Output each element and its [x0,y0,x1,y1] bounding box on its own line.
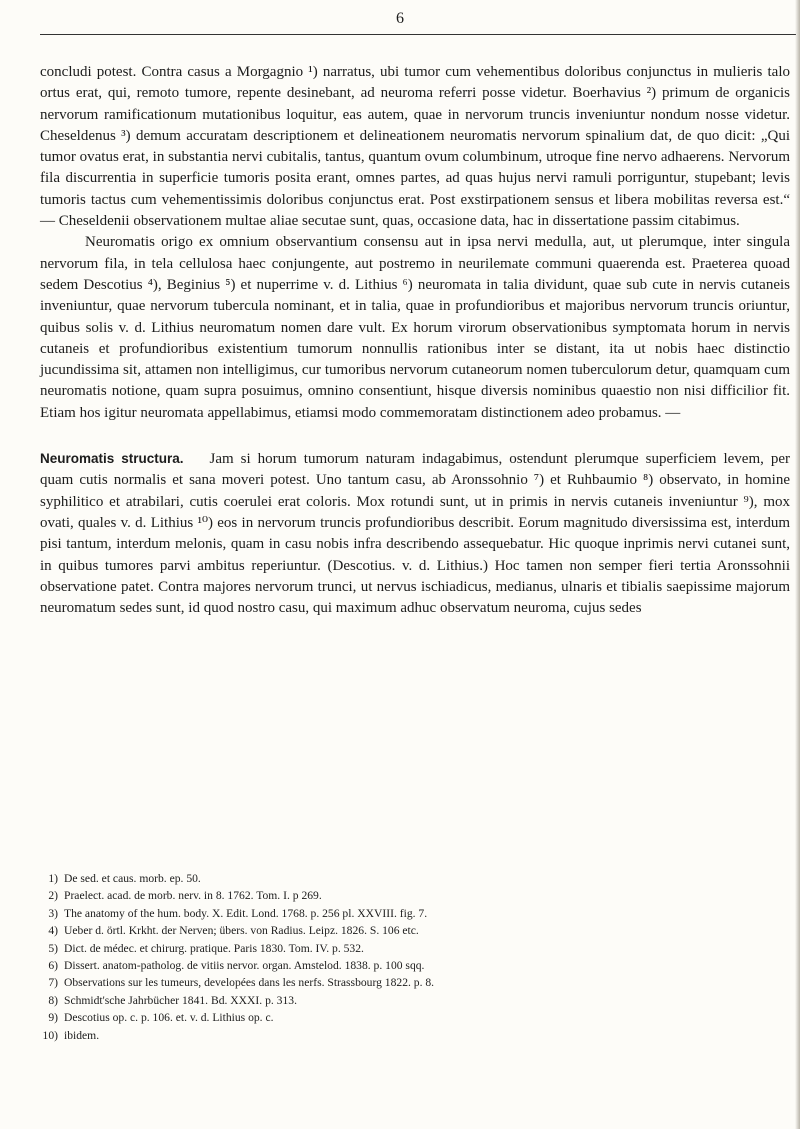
footnote [40,1027,780,1044]
footnotes [40,870,780,1044]
footnote-number: 7) [48,976,58,990]
footnote [40,922,780,939]
footnote-text: Ueber d. örtl. Krkht. der Nerven; übers. von Radius. Leipz. 1826. S. 106 etc. [64,924,419,938]
paragraph-1: concludi potest. Contra casus a Morgagnio ¹) narratus, ubi tumor cum vehementibus doloribus conjunctus in mulieris talo ortus erat, qui, remoto tumore, repente desinebant, ad neuroma referri posse videtur. Boerhavius ²) primum de organicis nervorum ramificationum mutationibus loquitur, eas autem, quae in nervorum truncis inveniuntur nondum nosse videtur. Cheseldenus ³) demum accuratam descriptionem et delineationem neuromatis nervorum spinalium dat, de quo dicit: „Qui tumor ovatus erat, in substantia nervi cubitalis, tantus, quantum ovum columbinum, utroque fine nervo adhaerens. Nervorum fila discurrentia in superficie tumoris posita erant, omnes partes, ad quas hujus nervi ramuli porriguntur, stupebant; levis tumoris tactus cum vehementissimis doloribus conjunctus erat. Post exstirpationem sensus et libera mobilitas reversa est.“ — Cheseldenii observationem multae aliae secutae sunt, quas, occasione data, hac in dissertatione passim citabimus. [40,64,790,230]
footnote-number: 6) [48,959,58,973]
footnote-number: 10) [42,1028,58,1042]
footnote [40,905,780,922]
footnote [40,870,780,887]
footnote-text: ibidem. [64,1028,100,1042]
footnote-number: 9) [48,1011,58,1025]
footnote [40,974,780,991]
footnote-text: Schmidt'sche Jahrbücher 1841. Bd. XXXI. p. 313. [64,993,297,1007]
section-heading: Neuromatis structura. [40,451,184,467]
footnote-number: 1) [48,872,58,885]
footnote-number: 5) [48,941,58,955]
page-edge-shadow [795,0,800,1129]
header-rule [40,34,796,35]
footnote-text: Observations sur les tumeurs, developées dans les nerfs. Strassbourg 1822. p. 8. [64,976,435,990]
paragraph-structura [40,448,790,619]
page-number: 6 [396,10,404,27]
footnote [40,940,780,957]
footnote [40,1009,780,1026]
footnote-number: 4) [48,924,58,938]
footnote-text: Dissert. anatom-patholog. de vitiis nervor. organ. Amstelod. 1838. p. 100 sqq. [64,959,425,973]
footnote [40,992,780,1009]
body-text [40,62,790,619]
footnote-text: Descotius op. c. p. 106. et. v. d. Lithius op. c. [64,1011,274,1025]
footnote-number: 3) [48,906,58,920]
footnote-number: 8) [48,993,58,1007]
footnote-text: Praelect. acad. de morb. nerv. in 8. 1762. Tom. I. p 269. [64,889,322,903]
paragraph-2: Neuromatis origo ex omnium observantium consensu aut in ipsa nervi medulla, aut, ut plerumque, inter singula nervorum fila, in tela cellulosa haec conjungente, aut postremo in neurilemate communi quaerenda est. Praeterea quoad sedem Descotius ⁴), Beginius ⁵) et nuperrime v. d. Lithius ⁶) neuromata in talia dividunt, quae sub cute in nervis cutaneis inveniuntur, quae nervorum tubercula nominant, et in talia, quae in profundioribus et majoribus nervorum truncis oriuntur, quibus solis v. d. Lithius neuromatum nomen dare vult. Ex horum virorum observationibus symptomata horum in nervis cutaneis et profundioribus existentium tumorum nonnullis rationibus inter se distant, ita ut nobis haec distinctio jucundissima sit, attamen non intelligimus, cur tumoribus nervorum cutaneorum nomen tuberculorum detur, quamquam cum neuromatis notione, quam supra posuimus, omnino consentiunt, hisque diversis nominibus quaestio non nisi difficilior fit. Etiam hos igitur neuromata appellabimus, etiamsi modo commemoratam distinctionem adeo probamus. — [40,234,790,421]
footnote [40,887,780,904]
footnote-text: The anatomy of the hum. body. X. Edit. Lond. 1768. p. 256 pl. XXVIII. fig. 7. [64,906,428,920]
footnote-text: Dict. de médec. et chirurg. pratique. Paris 1830. Tom. IV. p. 532. [64,941,364,955]
footnote [40,957,780,974]
section-text: Jam si horum tumorum naturam indagabimus, ostendunt plerumque superficiem levem, per quam cutis normalis et sana moveri potest. Uno tantum casu, ab Aronssohnio ⁷) et Ruhbaumio ⁸) observato, in homine syphilitico et atrabilari, cutis coerulei erat coloris. Mox rotundi sunt, ut in primis in nervis cutaneis inveniuntur ⁹), mox ovati, quales v. d. Lithius ¹⁰) eos in nervorum truncis profundioribus describit. Eorum magnitudo diversissima est, interdum pisi tantum, interdum melonis, quam in casu nobis infra describendo assequebatur. Hic quoque inprimis nervi cutanei sunt, in quibus tumores parvi ambitus reperiuntur. (Descotius. v. d. Lithius.) Hoc tamen non semper fieri tertia Aronssohnii observatione patet. Contra majores nervorum trunci, ut nervus ischiadicus, medianus, ulnaris et tibialis saepissime majorum neuromatum sedes sunt, id quod nostro casu, qui maximum adhuc observatum neuroma, cujus sedes [40,451,790,617]
footnote-number: 2) [48,889,58,903]
footnote-text: De sed. et caus. morb. ep. 50. [64,872,201,885]
